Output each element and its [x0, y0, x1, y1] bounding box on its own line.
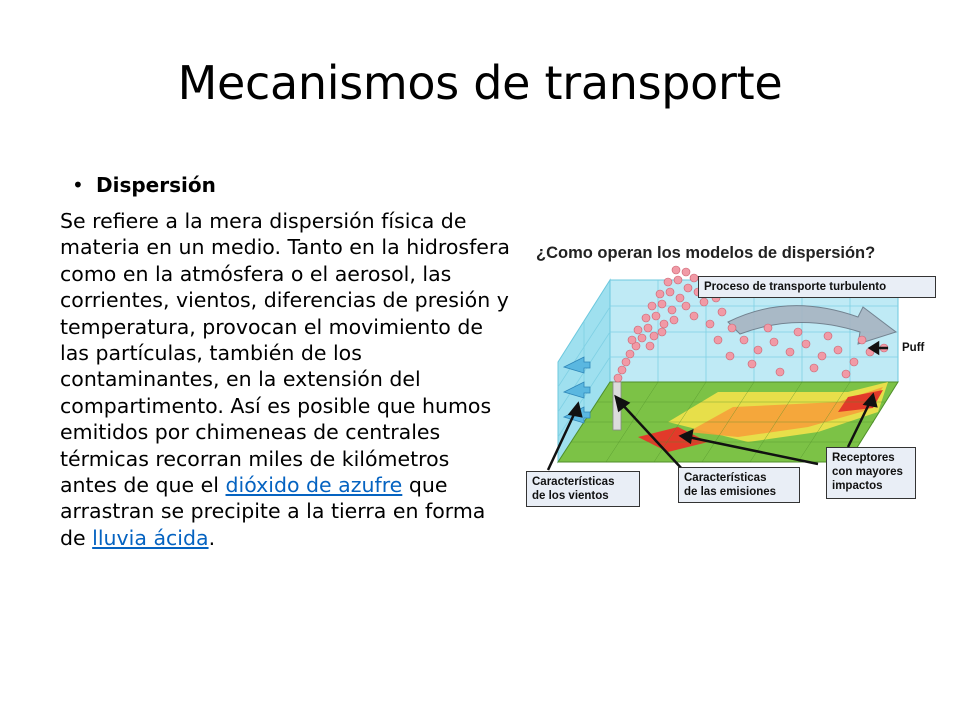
emissions-label-line-1: Características	[684, 472, 767, 484]
receptors-label-line-2: con mayores	[832, 466, 903, 478]
paragraph-text-1: Se refiere a la mera dispersión física de materia en un medio. Tanto en la hidrosfera como en la atmósfera o el aerosol, las corrientes, vientos, diferencias de presión y temperatura, provocan el movimiento de las partículas, también de los contaminantes, en la extensión del compartimento. Así es posible que humos emitidos por chimeneas de centrales térmicas recorran miles de kilómetros antes de que el	[60, 209, 510, 498]
paragraph-text-3: .	[208, 525, 216, 550]
paragraph-text-2: que arrastran se precipite a la tierra en forma de	[60, 473, 486, 550]
slide-title: Mecanismos de transporte	[177, 56, 783, 110]
bullet-item	[72, 173, 216, 197]
receptors-label-line-1: Receptores	[832, 452, 895, 464]
receptors-label-line-3: impactos	[832, 480, 883, 492]
winds-label-line-1: Características	[532, 476, 615, 488]
puff-label: Puff	[902, 342, 925, 354]
body-paragraph	[60, 208, 512, 551]
emissions-label-line-2: de las emisiones	[684, 486, 777, 498]
diagram-title: ¿Como operan los modelos de dispersión?	[536, 244, 876, 262]
transport-label-box	[698, 276, 936, 298]
emissions-label-box	[678, 467, 800, 503]
bullet-label: Dispersión	[96, 173, 216, 197]
winds-label-box	[526, 471, 640, 507]
receptors-label-box	[826, 447, 916, 499]
bullet-dot-icon: •	[72, 173, 84, 197]
link-dioxido-de-azufre[interactable]: dióxido de azufre	[225, 473, 403, 498]
link-lluvia-acida[interactable]: lluvia ácida	[92, 525, 209, 550]
winds-label-line-2: de los vientos	[532, 490, 609, 502]
transport-label: Proceso de transporte turbulento	[704, 281, 887, 293]
